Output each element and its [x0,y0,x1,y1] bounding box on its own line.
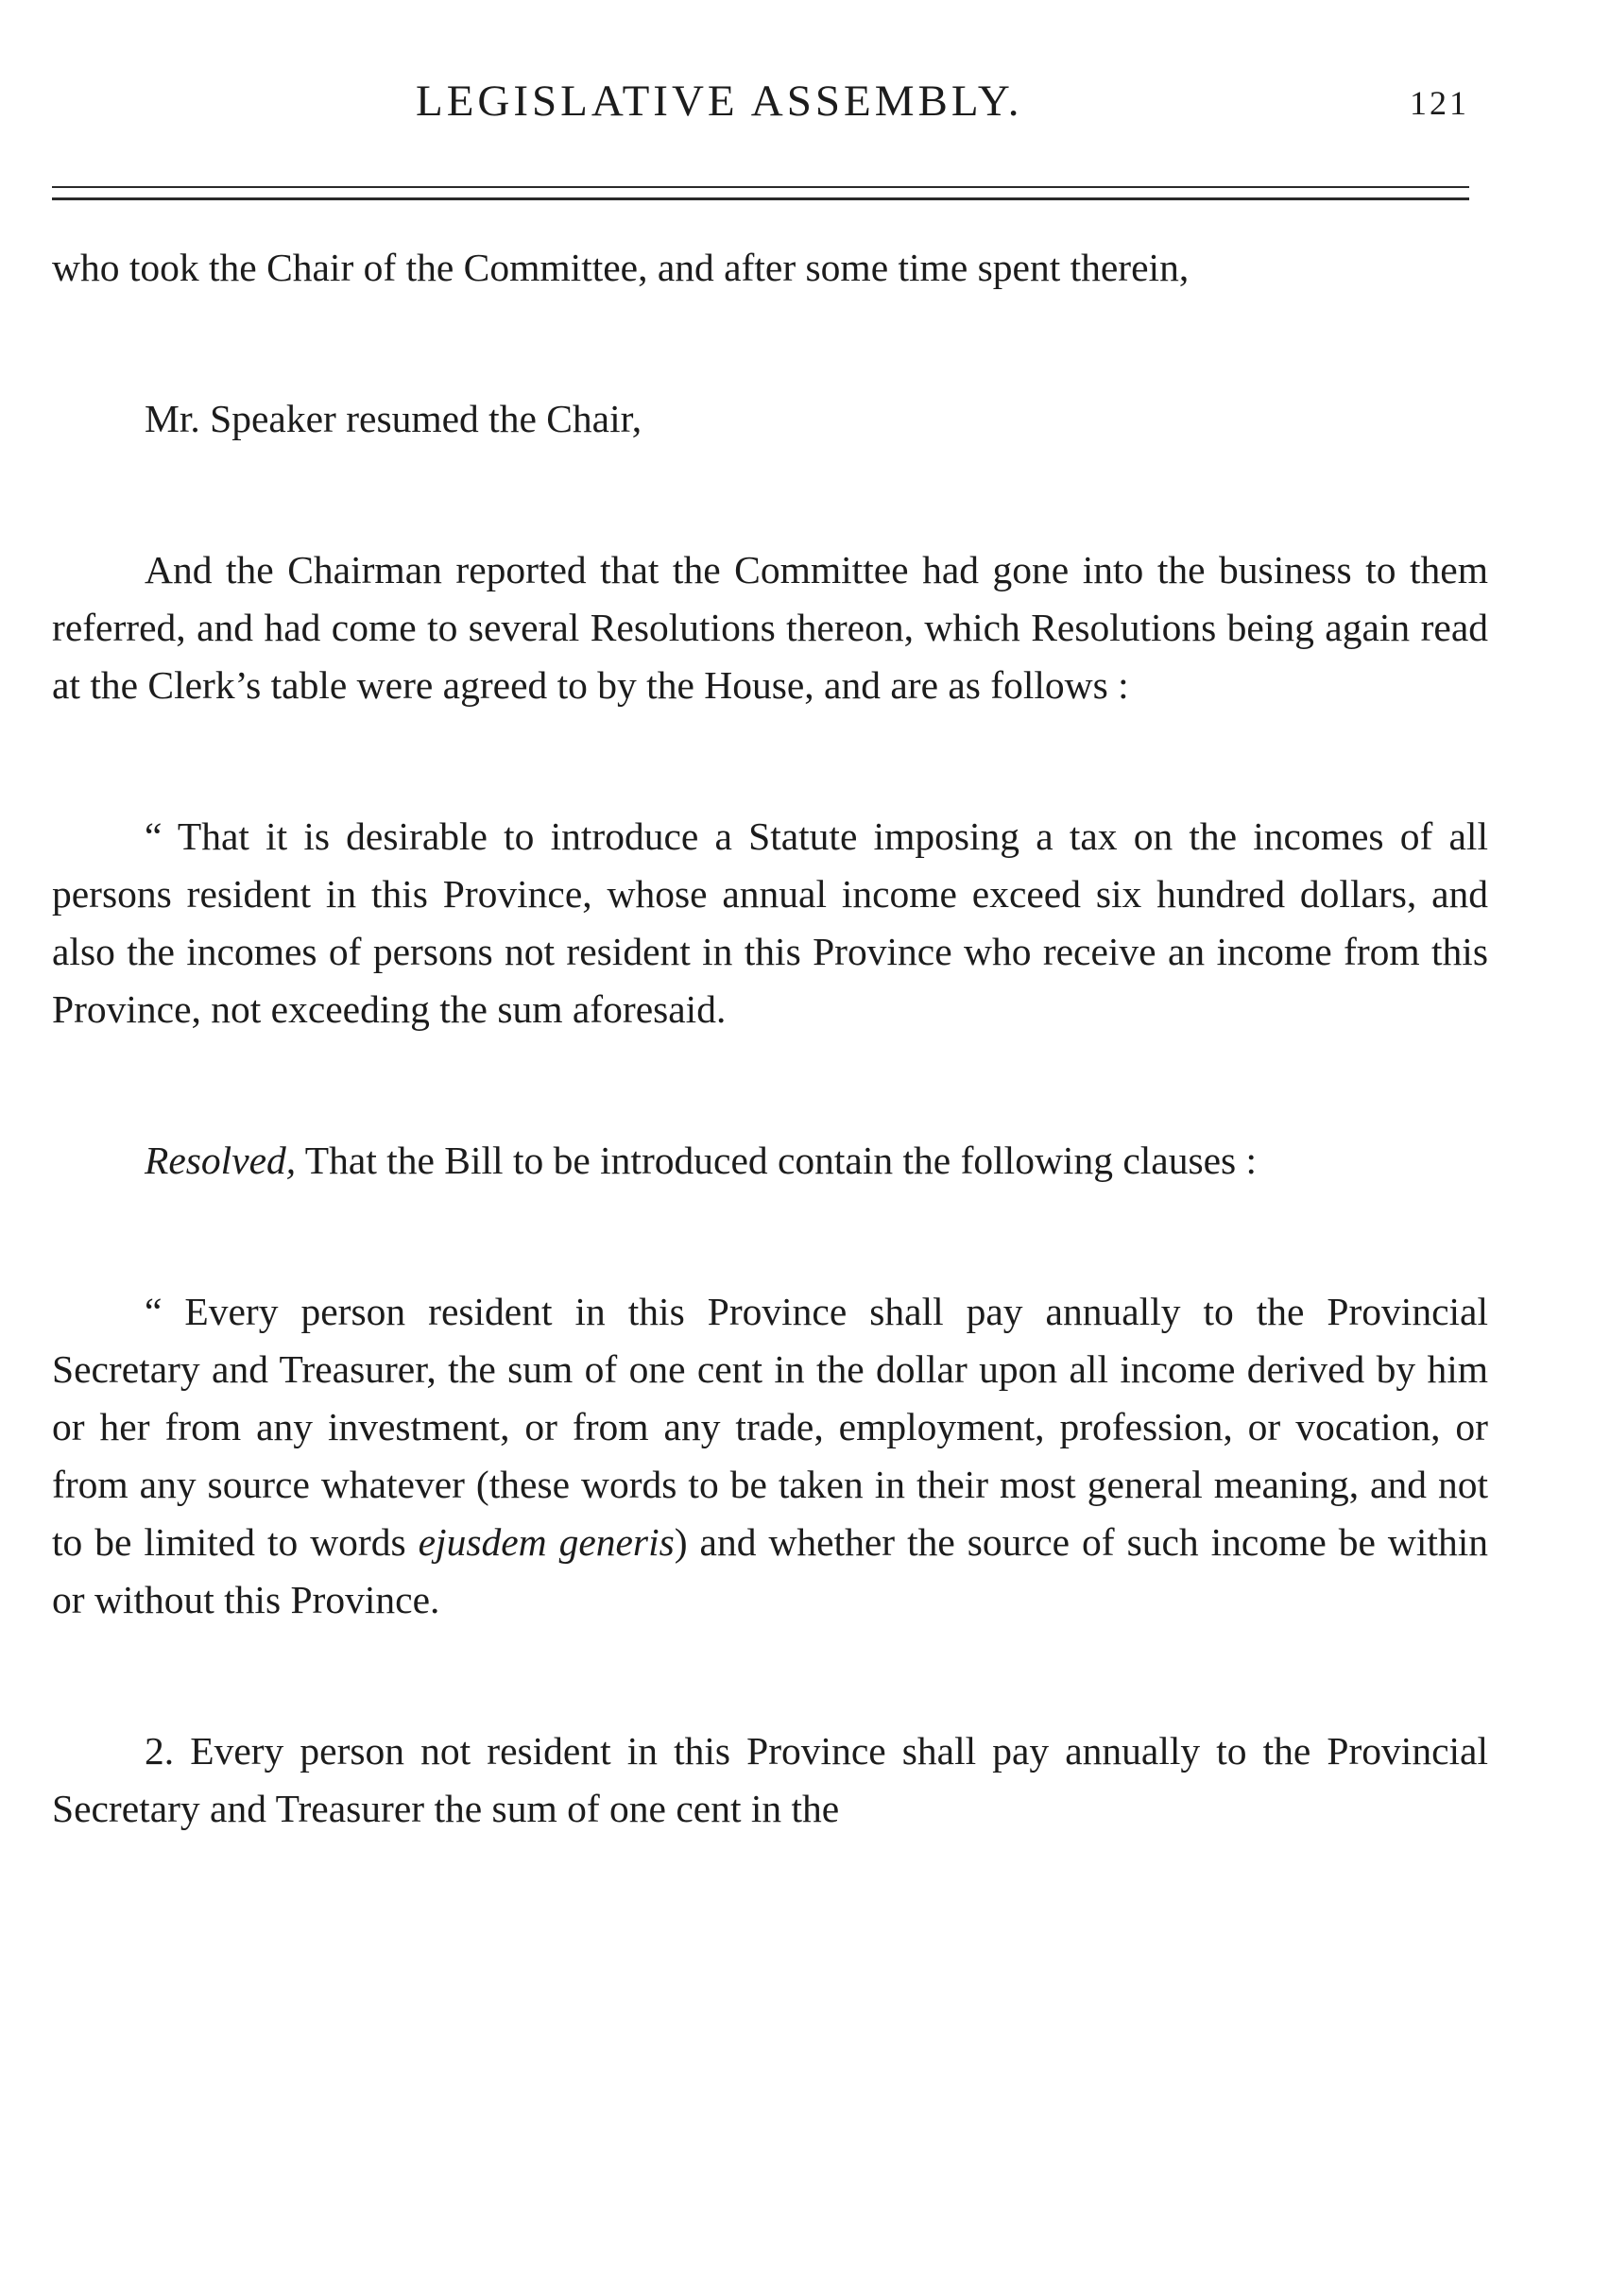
resolved-italic: Resolved, [145,1139,297,1182]
page-number: 121 [1410,84,1469,122]
clause-1-text-after: ) and whether the source of such income be within or without this Province. [52,1520,1488,1621]
paragraph-income-tax-statute: “ That it is desirable to introduce a Statute imposing a tax on the incomes of all persons resident in this Province, whose annual income exceed six hundred dollars, and also the incomes of persons not resident in this Province who receive an income from this Province, not exceeding the sum aforesaid. [52,814,1488,1031]
paragraph-clause-1 [52,1283,1488,1629]
resolved-text: That the Bill to be introduced contain the following clauses : [296,1139,1258,1182]
paragraph-resolved [52,1132,1488,1190]
header-rule-top [52,186,1469,188]
running-head [52,76,1469,142]
clause-1-italic: ejusdem generis [418,1520,675,1564]
paragraph-clause-2: 2. Every person not resident in this Province shall pay annually to the Provincial Secretary and Treasurer the sum of one cent in the [52,1729,1488,1830]
body-text [52,239,1488,1838]
paragraph-speaker-resumed: Mr. Speaker resumed the Chair, [145,397,642,440]
paragraph-chairman-report: And the Chairman reported that the Committee had gone into the business to them referred, and had come to several Resolutions thereon, which Resolutions being again read at the Clerk’s table were agreed to by the House, and are as follows : [52,548,1488,707]
paragraph-continuation: who took the Chair of the Committee, and after some time spent therein, [52,246,1190,289]
header-rule-bottom [52,197,1469,200]
running-head-title: LEGISLATIVE ASSEMBLY. [416,77,1023,126]
clause-1-text-before: “ Every person resident in this Province shall pay annually to the Provincial Secretary and Treasurer, the sum of one cent in the dollar upon all income derived by him or her from any investment, or from any trade, employment, profession, or vocation, or from any source whatever (these words to be taken in their most general meaning, and not to be limited to words [52,1290,1488,1564]
